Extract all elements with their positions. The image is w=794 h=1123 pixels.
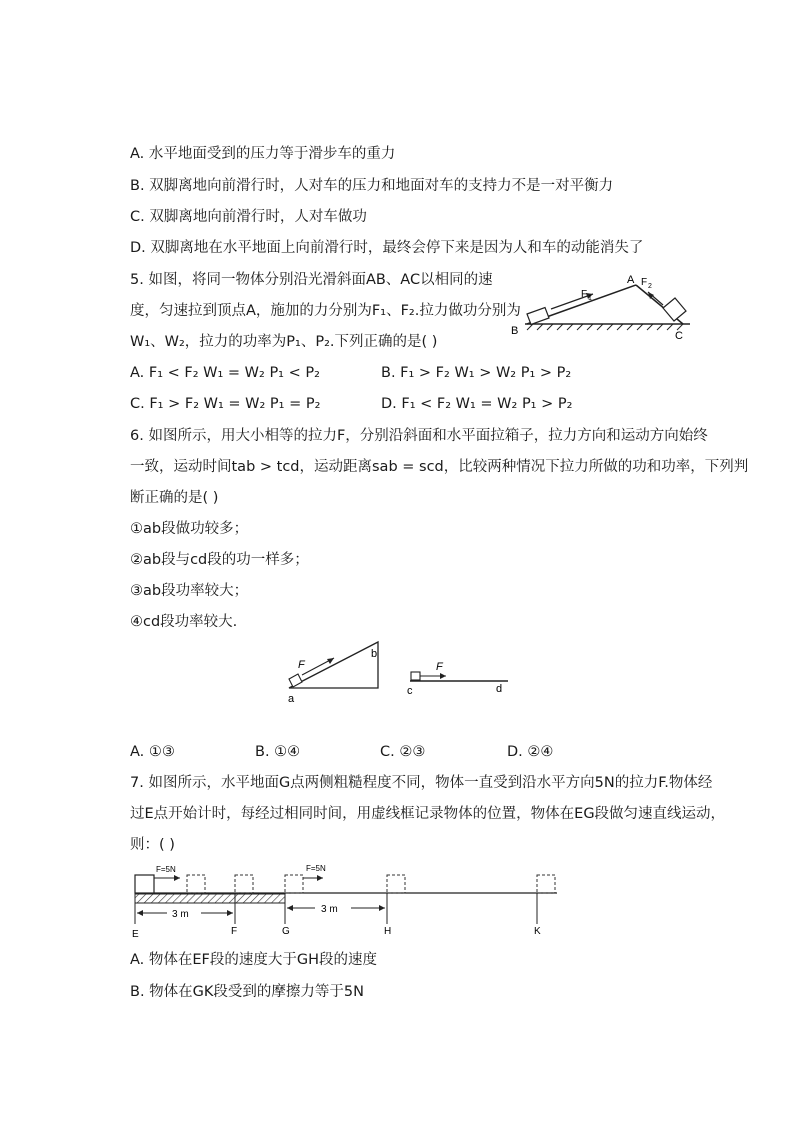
q6-statement-2: ②ab段与cd段的功一样多；: [130, 552, 309, 568]
q4-option-b: B. 双脚离地向前滑行时，人对车的压力和地面对车的支持力不是一对平衡力: [130, 178, 614, 194]
q6-box-incline: [289, 674, 302, 687]
q5-incline-figure: [505, 272, 700, 344]
q7-label-h: H: [384, 926, 392, 937]
q6-label-f1: F: [298, 659, 305, 671]
q7-label-f: F: [231, 926, 238, 937]
q5-label-a: A: [627, 274, 635, 286]
q4-option-a: A. 水平地面受到的压力等于滑步车的重力: [130, 146, 396, 162]
q6-statement-3: ③ab段功率较大；: [130, 583, 249, 599]
q7-distance-gh: 3 m: [321, 904, 338, 915]
q4-option-c: C. 双脚离地向前滑行时，人对车做功: [130, 209, 367, 225]
q6-stem-line2: 一致，运动时间tab > tcd，运动距离sab = scd，比较两种情况下拉力所做的功和功率，下列判: [130, 459, 749, 475]
q7-option-a: A. 物体在EF段的速度大于GH段的速度: [130, 952, 378, 968]
q5-box-left: [527, 308, 549, 325]
q6-label-d: d: [496, 683, 503, 695]
q7-stem-line3: 则：( ): [130, 837, 175, 853]
q7-force-label-1: F=5N: [156, 865, 176, 874]
q6-statement-4: ④cd段功率较大.: [130, 614, 238, 630]
q7-figure: [125, 858, 575, 940]
q6-label-a: a: [288, 693, 295, 705]
q5-stem-line1: 5. 如图，将同一物体分别沿光滑斜面AB、AC以相同的速: [130, 272, 493, 288]
q7-label-g: G: [282, 926, 290, 937]
q6-option-b: B. ①④: [255, 744, 301, 760]
q6-stem-line1: 6. 如图所示，用大小相等的拉力F，分别沿斜面和水平面拉箱子，拉力方向和运动方向始终: [130, 428, 708, 444]
q7-distance-ef: 3 m: [172, 909, 189, 920]
q7-stem-line2: 过E点开始计时，每经过相同时间，用虚线框记录物体的位置，物体在EG段做匀速直线运动，: [130, 806, 726, 822]
q7-label-e: E: [132, 929, 139, 940]
q7-stem-line1: 7. 如图所示，水平地面G点两侧粗糙程度不同，物体一直受到沿水平方向5N的拉力F.物体经: [130, 775, 713, 791]
q5-label-c: C: [675, 330, 683, 342]
q7-label-k: K: [534, 926, 541, 937]
q5-option-d: D. F₁ < F₂ W₁ = W₂ P₁ > P₂: [381, 396, 573, 412]
q6-box-flat: [411, 672, 420, 680]
q5-stem-line3: W₁、W₂，拉力的功率为P₁、P₂.下列正确的是( ): [130, 334, 438, 350]
q6-option-a: A. ①③: [130, 744, 175, 760]
q6-statement-1: ①ab段做功较多；: [130, 521, 249, 537]
q7-option-b: B. 物体在GK段受到的摩擦力等于5N: [130, 984, 364, 1000]
q4-option-d: D. 双脚离地在水平地面上向前滑行时，最终会停下来是因为人和车的动能消失了: [130, 240, 644, 256]
q5-label-f2: F: [641, 277, 648, 288]
svg-text:1: 1: [588, 295, 592, 302]
q6-option-c: C. ②③: [380, 744, 426, 760]
q5-box-right: [663, 298, 686, 321]
q6-label-f2: F: [436, 661, 443, 673]
q7-force-label-2: F=5N: [306, 864, 326, 873]
q5-label-b: B: [511, 325, 519, 337]
svg-text:2: 2: [648, 283, 652, 290]
q7-box-e: [135, 875, 154, 893]
q5-option-a: A. F₁ < F₂ W₁ = W₂ P₁ < P₂: [130, 365, 320, 381]
q6-figure: [280, 636, 520, 706]
q5-label-f1: F: [581, 289, 588, 300]
q6-stem-line3: 断正确的是( ): [130, 490, 219, 506]
q6-option-d: D. ②④: [507, 744, 554, 760]
q5-stem-line2: 度，匀速拉到顶点A，施加的力分别为F₁、F₂.拉力做功分别为: [130, 303, 521, 319]
q6-label-b: b: [371, 648, 378, 660]
q5-option-b: B. F₁ > F₂ W₁ > W₂ P₁ > P₂: [381, 365, 572, 381]
q5-option-c: C. F₁ > F₂ W₁ = W₂ P₁ = P₂: [130, 396, 321, 412]
q6-label-c: c: [407, 685, 413, 697]
